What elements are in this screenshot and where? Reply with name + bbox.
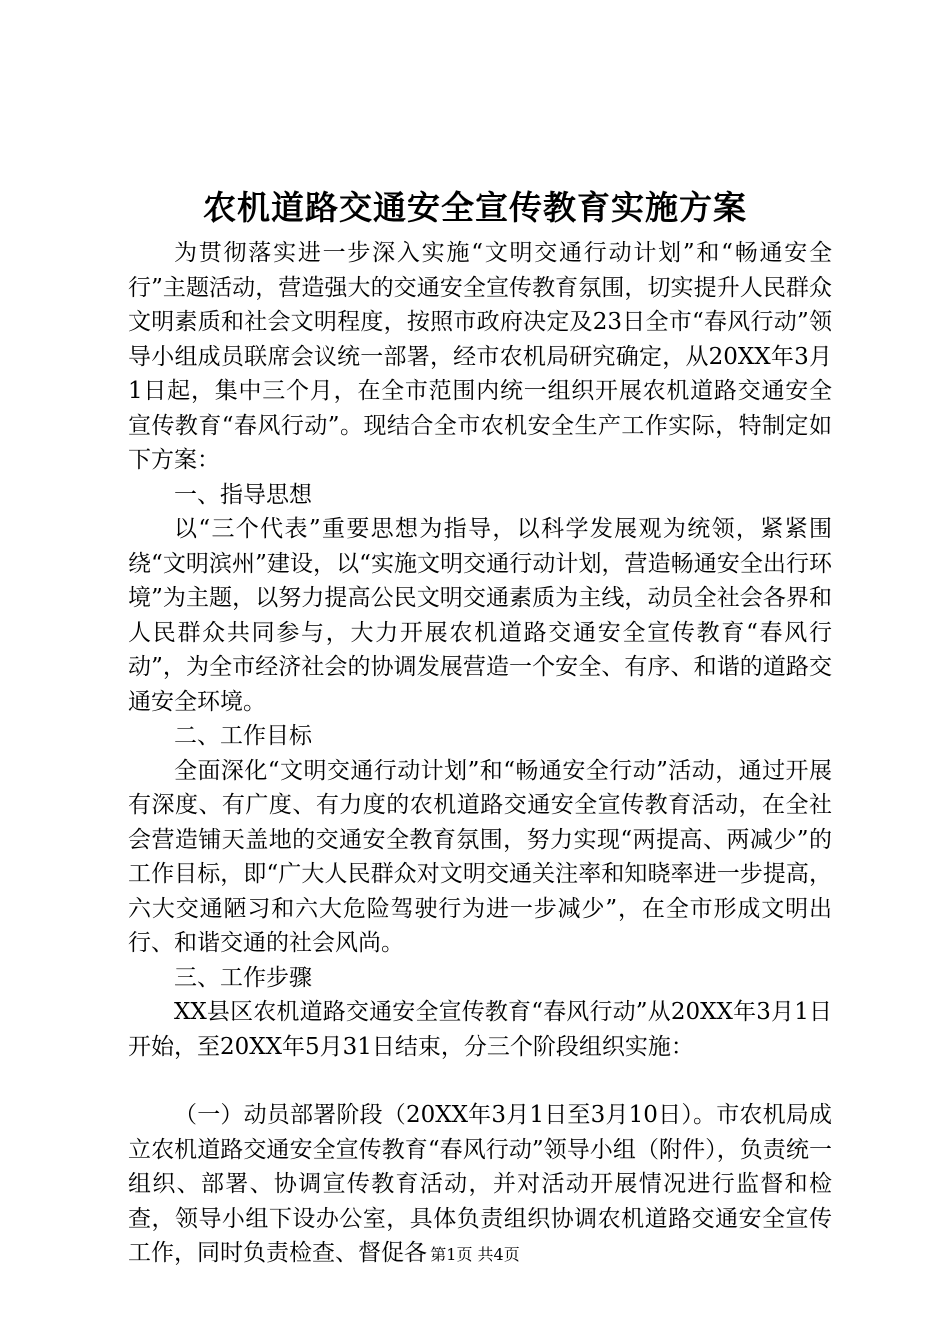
page-number-footer: 第1页 共4页 [430,1245,520,1264]
document-body [128,236,832,1271]
section-heading-work-goals: 二、工作目标 [174,723,312,749]
work-steps-paragraph: XX县区农机道路交通安全宣传教育“春风行动”从20XX年3月1日开始，至20XX年5月31日结束，分三个阶段组织实施： [128,999,832,1060]
section-heading-work-steps: 三、工作步骤 [174,964,312,991]
blank-line [128,1064,832,1098]
section-heading-guiding-ideology: 一、指导思想 [174,481,312,508]
mobilization-stage-paragraph: （一）动员部署阶段（20XX年3月1日至3月10日）。市农机局成立农机道路交通安全宣传教育“春风行动”领导小组（附件），负责统一组织、部署、协调宣传教育活动，并对活动开展情况进行监督和检查，领导小组下设办公室，具体负责组织协调农机道路交通安全宣传工作，同时负责检查、督促各 [128,1102,832,1266]
document-title: 农机道路交通安全宣传教育实施方案 [203,188,747,227]
work-goals-paragraph: 全面深化“文明交通行动计划”和“畅通安全行动”活动，通过开展有深度、有广度、有力度的农机道路交通安全宣传教育活动，在全社会营造铺天盖地的交通安全教育氛围，努力实现“两提高、两减少”的工作目标，即“广大人民群众对文明交通关注率和知晓率进一步提高，六大交通陋习和六大危险驾驶行为进一步减少”，在全市形成文明出行、和谐交通的社会风尚。 [128,757,832,956]
guiding-ideology-paragraph: 以“三个代表”重要思想为指导，以科学发展观为统领，紧紧围绕“文明滨州”建设，以“实施文明交通行动计划，营造畅通安全出行环境”为主题，以努力提高公民文明交通素质为主线，动员全社会各界和人民群众共同参与，大力开展农机道路交通安全宣传教育“春风行动”，为全市经济社会的协调发展营造一个安全、有序、和谐的道路交通安全环境。 [128,516,832,715]
intro-paragraph: 为贯彻落实进一步深入实施“文明交通行动计划”和“畅通安全行”主题活动，营造强大的交通安全宣传教育氛围，切实提升人民群众文明素质和社会文明程度，按照市政府决定及23日全市“春风行动”领导小组成员联席会议统一部署，经市农机局研究确定，从20XX年3月1日起，集中三个月，在全市范围内统一组织开展农机道路交通安全宣传教育“春风行动”。现结合全市农机安全生产工作实际，特制定如下方案： [128,240,832,473]
